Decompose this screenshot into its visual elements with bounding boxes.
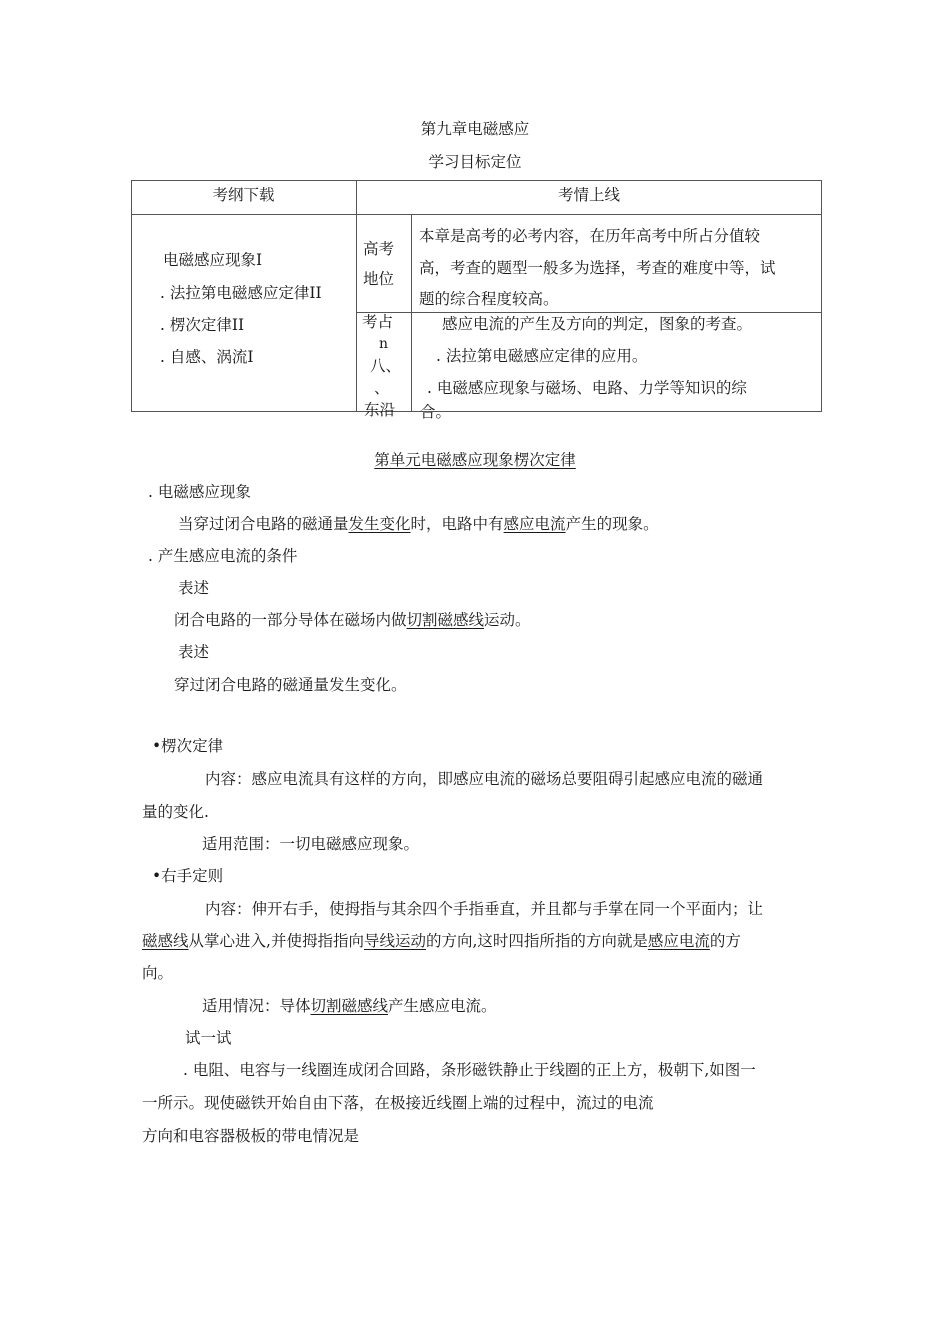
syllabus-item: . 自感、涡流Ⅰ (160, 348, 254, 366)
text-span: 闭合电路的一部分导体在磁场内做 (174, 611, 407, 629)
expression-label: 表述 (178, 643, 210, 661)
status-description-line: 本章是高考的必考内容，在历年高考中所占分值较 (419, 227, 761, 245)
exam-point-line: 合。 (420, 403, 452, 421)
text-span: 的方 (709, 932, 741, 950)
row-label-line: 八、 (370, 357, 402, 375)
exam-point-line: 感应电流的产生及方向的判定，图象的考查。 (442, 315, 753, 333)
status-description-line: 题的综合程度较高。 (419, 290, 559, 308)
paragraph-condition-1 (174, 608, 531, 630)
row-label-status: 地位 (363, 270, 395, 288)
syllabus-item: . 法拉第电磁感应定律ⅠⅠ (160, 284, 322, 302)
text-span: 时，电路中有 (410, 515, 504, 533)
section-title: 第单元电磁感应现象楞次定律 (374, 451, 576, 469)
question-line: 一所示。现使磁铁开始自由下落，在极接近线圈上端的过程中，流过的电流 (142, 1094, 654, 1112)
page-subtitle: 学习目标定位 (428, 153, 522, 171)
paragraph-rhr-scope (202, 994, 497, 1016)
syllabus-item: . 楞次定律ⅠⅠ (160, 316, 245, 334)
table-border-right (821, 180, 822, 412)
table-header-syllabus: 考纲下载 (212, 186, 275, 204)
row-label-exam-points (357, 313, 411, 419)
text-span: 运动。 (484, 611, 531, 629)
expression-label: 表述 (178, 579, 210, 597)
table-header-divider (131, 214, 822, 215)
paragraph-lenz-content: 内容：感应电流具有这样的方向，即感应电流的磁场总要阻碍引起感应电流的磁通 (205, 770, 764, 788)
underlined-term: 感应电流 (503, 515, 566, 533)
paragraph-lenz-scope: 适用范围：一切电磁感应现象。 (202, 835, 420, 853)
row-label-line: 考占 (362, 313, 394, 331)
table-border-top (131, 180, 822, 181)
underlined-term: 切割磁感线 (310, 997, 389, 1015)
exam-points-content (412, 313, 821, 421)
heading-try-it: 试一试 (185, 1029, 232, 1047)
heading-phenomenon: . 电磁感应现象 (148, 483, 251, 501)
text-span: 的方向,这时四指所指的方向就是 (425, 932, 648, 950)
row-label-status: 高考 (363, 240, 395, 258)
paragraph-rhr-content: 内容：伸开右手，使拇指与其余四个手指垂直，并且都与手掌在同一个平面内；让 (205, 900, 764, 918)
paragraph-lenz-content-cont: 量的变化. (142, 803, 209, 821)
table-header-exam-trend: 考情上线 (557, 186, 620, 204)
text-span: 产生的现象。 (565, 515, 659, 533)
exam-point-line: . 电磁感应现象与磁场、电路、力学等知识的综 (427, 379, 747, 397)
syllabus-item: 电磁感应现象Ⅰ (163, 251, 263, 269)
underlined-term: 磁感线 (142, 932, 189, 950)
underlined-term: 发生变化 (348, 515, 411, 533)
underlined-term: 切割磁感线 (406, 611, 485, 629)
text-span: 当穿过闭合电路的磁通量 (178, 515, 349, 533)
text-span: 产生感应电流。 (388, 997, 497, 1015)
text-span: 从掌心进入,并使拇指指向 (188, 932, 364, 950)
question-line: . 电阻、电容与一线圈连成闭合回路，条形磁铁静止于线圈的正上方，极朝下,如图一 (183, 1061, 756, 1079)
paragraph-phenomenon (178, 512, 659, 534)
row-label-line: n (379, 336, 389, 352)
text-span: 适用情况：导体 (202, 997, 311, 1015)
underlined-term: 导线运动 (363, 932, 426, 950)
chapter-title: 第九章电磁感应 (420, 120, 530, 138)
heading-right-hand-rule: •右手定则 (152, 867, 224, 885)
table-border-bottom (131, 411, 822, 412)
row-label-line: 、 (374, 379, 390, 397)
paragraph-rhr-content-cont (142, 929, 741, 951)
heading-conditions: . 产生感应电流的条件 (148, 547, 298, 565)
status-description-line: 高，考查的题型一般多为选择，考查的难度中等，试 (419, 259, 776, 277)
table-border-left (131, 180, 132, 412)
paragraph-rhr-content-end: 向。 (142, 964, 174, 982)
paragraph-condition-2: 穿过闭合电路的磁通量发生变化。 (174, 676, 407, 694)
row-label-line: 东沿 (364, 401, 396, 419)
heading-lenz-law: •楞次定律 (152, 737, 224, 755)
exam-point-line: . 法拉第电磁感应定律的应用。 (436, 347, 648, 365)
question-line: 方向和电容器极板的带电情况是 (142, 1127, 360, 1145)
underlined-term: 感应电流 (647, 932, 710, 950)
